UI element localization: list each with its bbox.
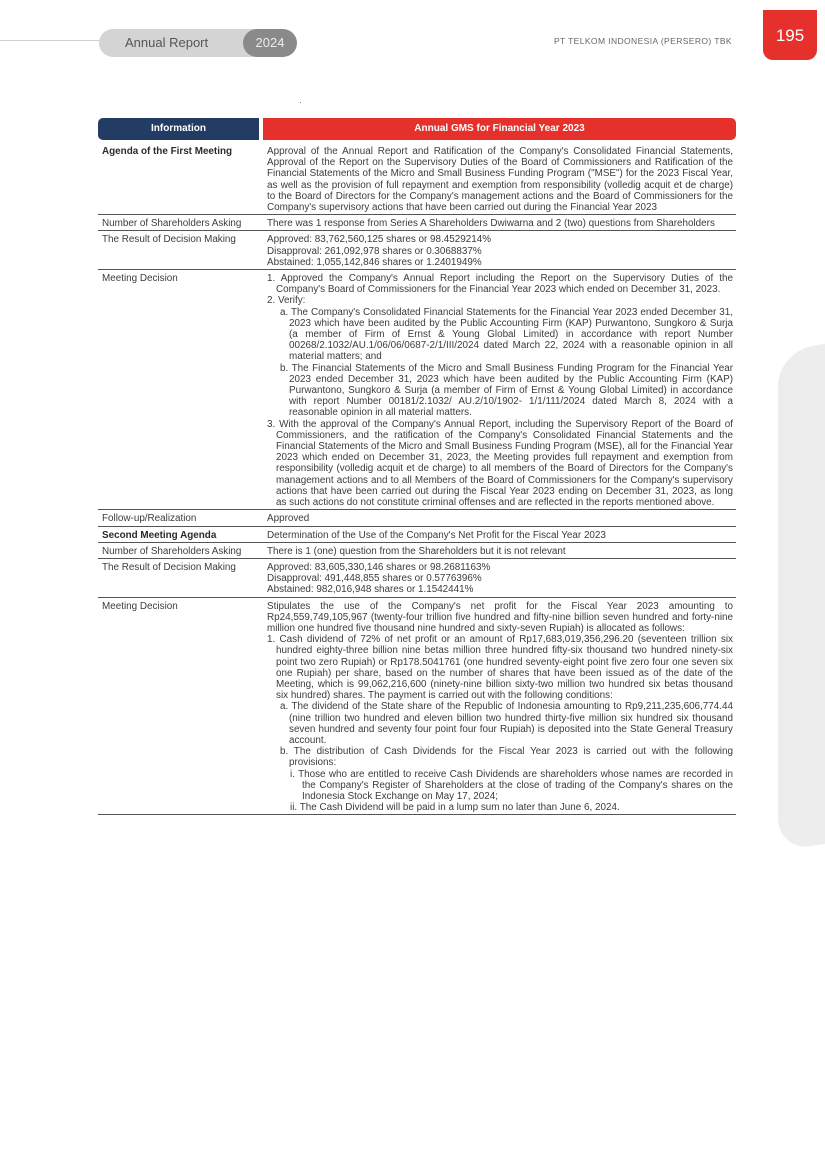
annual-report-label: Annual Report [99, 29, 267, 57]
table-row [98, 231, 736, 270]
vote-approved: Approved: 83,762,560,125 shares or 98.4529214% [267, 234, 492, 246]
row-label: The Result of Decision Making [102, 234, 236, 246]
table-row [98, 270, 736, 510]
vote-disapproval: Disapproval: 261,092,978 shares or 0.3068837% [267, 245, 482, 257]
row-value: Approval of the Annual Report and Ratification of the Company's Consolidated Financial Statements, Approval of the Report on the Supervisory Duties of the Board of Commissioners and Ratification of the Financial Statements of the Micro and Small Business Funding Program ("MSE") for the 2023 Fiscal Year, as well as the provision of full repayment and exemption from responsibility (volledig acquit et de charge) to the Board of Directors for the Company's management actions and the Board of Commissioners for the Company's supervisory actions that have been carried out during the Financial Year 2023 [267, 146, 733, 214]
vote-abstained: Abstained: 1,055,142,846 shares or 1.2401949% [267, 256, 482, 268]
row-value: Approved [267, 513, 310, 525]
row-value [259, 270, 736, 509]
decision-item-2a: a. The Company's Consolidated Financial Statements for the Financial Year 2023 ended December 31, 2023 which have been audited by the Public Accounting Firm (KAP) Purwantono, Sungkoro & Surja (a member of Firm of Ernst & Young Global Limited) in accordance with report Number 00268/2.1032/AU.1/06/06/0687-2/1/III/2024 dated March 22, 2024 with a reasonable opinion in all material matters; and [280, 306, 733, 363]
table-row [98, 215, 736, 231]
row-value [259, 231, 736, 269]
table-row [98, 543, 736, 559]
row-value [259, 559, 736, 597]
decision-item-1b: b. The distribution of Cash Dividends for the Fiscal Year 2023 is carried out with the following provisions: [280, 746, 733, 769]
decision-item-3: 3. With the approval of the Company's Annual Report, including the Supervisory Report of the Board of Commissioners, and the ratification of the Company's Consolidated Financial Statements and the Financial Statements of the Micro and Small Business Funding Program (MSE), all for the Financial Year 2023 which ended on December 31, 2023, the Meeting provides full repayment and exemption from responsibility (volledig acquit et de charge) to all members of the Board of Directors for the Company's management actions and to all Members of the Board of Commissioners for the Company's supervisory actions that have been carried out during the Fiscal Year 2023 ending on December 31, 2023, as long as such actions do not constitute criminal offenses and are reflected in the reports mentioned above. [267, 418, 733, 509]
company-name: PT TELKOM INDONESIA (PERSERO) TBK [553, 36, 732, 46]
decision-item-1b-i: i. Those who are entitled to receive Cash Dividends are shareholders whose names are recorded in the Company's Register of Shareholders at the close of trading of the Company's shares on the Indonesia Stock Exchange on May 17, 2024; [290, 768, 733, 802]
row-value [259, 598, 736, 815]
row-label: Meeting Decision [102, 600, 178, 612]
row-label: Meeting Decision [102, 273, 178, 285]
page-number-tab: 195 [763, 10, 817, 60]
stray-dot [300, 102, 301, 103]
table-row [98, 527, 736, 543]
row-value: There was 1 response from Series A Shareholders Dwiwarna and 2 (two) questions from Shareholders [267, 218, 715, 230]
table-row [98, 559, 736, 598]
decision-item-2b: b. The Financial Statements of the Micro and Small Business Funding Program for the Financial Year 2023 ended December 31, 2023 which have been audited by the Public Accounting Firm (KAP) Purwantono, Sungkoro & Surja (a member of Firm of Ernst & Young Global Limited) in accordance with report Number 00181/2.1032/ AU.2/10/1902- 1/1/111/2024 dated March 8, 2024 with a reasonable opinion in all material matters. [280, 362, 733, 419]
table-row [98, 143, 736, 215]
vote-approved: Approved: 83,605,330,146 shares or 98.2681163% [267, 561, 491, 573]
row-label: Follow-up/Realization [102, 513, 197, 525]
row-value: There is 1 (one) question from the Shareholders but it is not relevant [267, 545, 566, 557]
gms-table [98, 118, 736, 815]
decision-item-1: 1. Approved the Company's Annual Report including the Report on the Supervisory Duties of the Company's Board of Commissioners for the Financial Year 2023 which ended on December 31, 2023. [267, 273, 733, 296]
decision-intro: Stipulates the use of the Company's net profit for the Fiscal Year 2023 amounting to Rp24,559,749,105,967 (twenty-four trillion five hundred and fifty-nine billion seven hundred and forty-nine million one hundred five thousand nine hundred and sixty-seven Rupiah) is allocated as follows: [267, 600, 733, 634]
table-row [98, 598, 736, 816]
decision-item-1b-ii: ii. The Cash Dividend will be paid in a lump sum no later than June 6, 2024. [290, 802, 620, 814]
table-row [98, 510, 736, 526]
row-label: Second Meeting Agenda [102, 529, 217, 541]
row-value: Determination of the Use of the Company's Net Profit for the Fiscal Year 2023 [267, 529, 606, 541]
decision-item-2: 2. Verify: [267, 295, 306, 307]
vote-disapproval: Disapproval: 491,448,855 shares or 0.5776396% [267, 573, 482, 585]
header-rule [0, 40, 100, 41]
decision-item-1: 1. Cash dividend of 72% of net profit or an amount of Rp17,683,019,356,296.20 (seventeen trillion six hundred eighty-three billion nine betas million three hundred fifty-six thousand two hundred ninety-six point two zero Rupiah) or Rp178.5041761 (one hundred seventy-eight point five zero four one seven six one Rupiah) per share, based on the number of shares that have been issued as of the date of the Meeting, which is 99,062,216,600 (ninety-nine billion sixty-two million two hundred six betas thousand six hundred) shares. The payment is carried out with the following conditions: [267, 634, 733, 702]
row-label: The Result of Decision Making [102, 561, 236, 573]
row-label: Agenda of the First Meeting [102, 146, 233, 157]
report-year-badge: 2024 [243, 29, 297, 57]
row-label: Number of Shareholders Asking [102, 545, 242, 557]
header-information: Information [98, 118, 259, 140]
row-label: Number of Shareholders Asking [102, 218, 242, 230]
side-decoration-shape [778, 338, 825, 852]
vote-abstained: Abstained: 982,016,948 shares or 1.1542441% [267, 584, 474, 596]
table-header [98, 118, 736, 140]
header-annual-gms: Annual GMS for Financial Year 2023 [263, 118, 736, 140]
decision-item-1a: a. The dividend of the State share of the Republic of Indonesia amounting to Rp9,211,235,606,774.44 (nine trillion two hundred and eleven billion two hundred thirty-five million six hundred six thousand seven hundred and seventy four point four four Rupiah) is deposited into the State General Treasury account. [280, 701, 733, 746]
